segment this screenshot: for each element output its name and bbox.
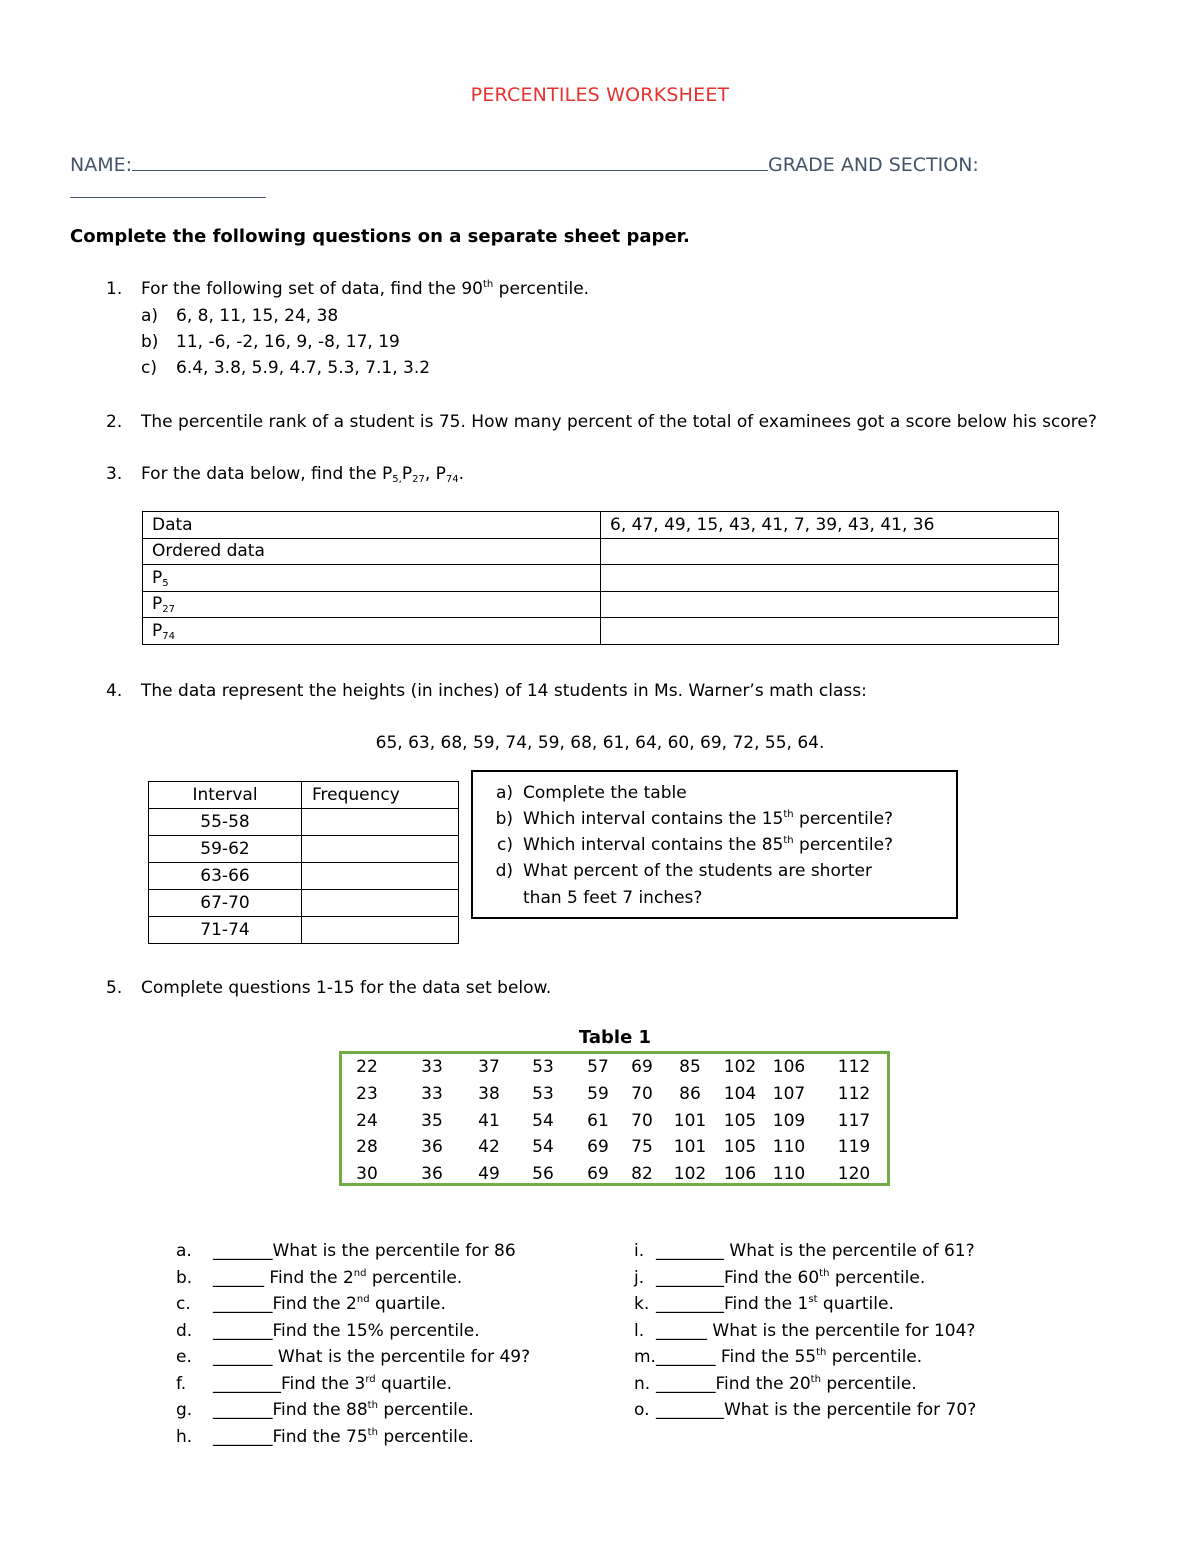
- q5-item-label: n.: [634, 1373, 651, 1394]
- table1-cell: 117: [837, 1111, 871, 1131]
- q5-item: _______Find the 88th percentile.: [213, 1400, 474, 1420]
- answer-blank[interactable]: ______: [656, 1320, 713, 1341]
- q5-item-label: b.: [176, 1267, 193, 1288]
- q1-text: For the following set of data, find the 90th percentile.: [141, 279, 590, 299]
- q4-subquestions-box: [471, 770, 958, 919]
- answer-cell[interactable]: [601, 618, 1059, 645]
- table1-cell: 112: [837, 1084, 871, 1104]
- page-title: PERCENTILES WORKSHEET: [470, 84, 730, 106]
- q5-item-label: o.: [634, 1400, 650, 1420]
- q5-item: ______ What is the percentile for 104?: [656, 1320, 976, 1341]
- q5-item-label: e.: [176, 1347, 192, 1367]
- answer-blank[interactable]: ________: [656, 1400, 724, 1420]
- table1-cell: 101: [673, 1137, 707, 1157]
- q1-item: c) 6.4, 3.8, 5.9, 4.7, 5.3, 7.1, 3.2: [141, 358, 431, 378]
- table-header-row: [149, 782, 459, 809]
- table1-cell: 70: [631, 1084, 653, 1104]
- q2-number: 2.: [106, 412, 123, 432]
- table-row: [149, 890, 459, 917]
- q5-text: Complete questions 1-15 for the data set below.: [141, 978, 552, 998]
- table1-cell: 106: [772, 1057, 806, 1077]
- grade-section-field[interactable]: [70, 197, 266, 198]
- q5-number: 5.: [106, 978, 123, 998]
- q5-item-label: g.: [176, 1400, 193, 1420]
- table1-cell: 69: [587, 1137, 609, 1157]
- q3-number: 3.: [106, 464, 123, 484]
- table1-cell: 33: [421, 1084, 443, 1104]
- answer-blank[interactable]: _______: [213, 1426, 273, 1447]
- data-label-cell: Data: [143, 512, 601, 539]
- q5-item: _______Find the 20th percentile.: [656, 1373, 917, 1394]
- q5-item: ________Find the 1st quartile.: [656, 1294, 894, 1314]
- table1-cell: 42: [478, 1137, 500, 1157]
- table-row: [149, 809, 459, 836]
- table1-cell: 59: [587, 1084, 609, 1104]
- q5-item-label: c.: [176, 1294, 191, 1314]
- frequency-header: Frequency: [302, 782, 459, 809]
- q5-item-label: f.: [176, 1373, 187, 1394]
- q5-item-label: m.: [634, 1347, 656, 1367]
- table1-cell: 53: [532, 1057, 554, 1077]
- frequency-cell[interactable]: [302, 836, 459, 863]
- q5-item: ________Find the 60th percentile.: [656, 1267, 926, 1288]
- q1-number: 1.: [106, 279, 123, 299]
- q5-item-label: h.: [176, 1426, 193, 1447]
- table1-cell: 102: [673, 1164, 707, 1184]
- q5-item: _______ Find the 55th percentile.: [656, 1347, 923, 1367]
- table1-title: Table 1: [578, 1027, 652, 1048]
- q4-number: 4.: [106, 681, 123, 701]
- table1-cell: 41: [478, 1111, 500, 1131]
- q5-item-label: d.: [176, 1320, 193, 1341]
- q1-item: a) 6, 8, 11, 15, 24, 38: [141, 306, 339, 326]
- table1-cell: 24: [356, 1111, 378, 1131]
- interval-cell: 63-66: [149, 863, 302, 890]
- table1-cell: 53: [532, 1084, 554, 1104]
- table1-cell: 102: [723, 1057, 757, 1077]
- table1-cell: 30: [356, 1164, 378, 1184]
- table1-cell: 35: [421, 1111, 443, 1131]
- q5-item: ________Find the 3rd quartile.: [213, 1373, 453, 1394]
- frequency-cell[interactable]: [302, 863, 459, 890]
- table1-cell: 23: [356, 1084, 378, 1104]
- q5-item-label: a.: [176, 1241, 192, 1261]
- answer-blank[interactable]: ________: [656, 1241, 730, 1261]
- interval-cell: 55-58: [149, 809, 302, 836]
- table-row: [149, 917, 459, 944]
- answer-blank[interactable]: ________: [656, 1267, 724, 1288]
- table1-grid: [339, 1051, 890, 1186]
- answer-cell[interactable]: [601, 538, 1059, 565]
- table1-cell: 120: [837, 1164, 871, 1184]
- frequency-cell[interactable]: [302, 890, 459, 917]
- q4-text: The data represent the heights (in inches) of 14 students in Ms. Warner’s math class:: [141, 681, 867, 701]
- table-row: [143, 565, 1059, 592]
- interval-cell: 67-70: [149, 890, 302, 917]
- table1-cell: 110: [772, 1137, 806, 1157]
- answer-blank[interactable]: _______: [213, 1347, 278, 1367]
- table1-cell: 37: [478, 1057, 500, 1077]
- table1-cell: 49: [478, 1164, 500, 1184]
- table1-cell: 69: [631, 1057, 653, 1077]
- p5-label-cell: $P_5$: [143, 565, 601, 592]
- answer-blank[interactable]: _______: [656, 1347, 721, 1367]
- answer-cell[interactable]: [601, 591, 1059, 618]
- interval-cell: 59-62: [149, 836, 302, 863]
- q4-sub-d-cont: than 5 feet 7 inches?: [523, 888, 703, 908]
- table1-cell: 105: [723, 1111, 757, 1131]
- answer-blank[interactable]: _______: [213, 1294, 273, 1314]
- q5-item: ________ What is the percentile of 61?: [656, 1241, 975, 1261]
- q5-item-label: j.: [634, 1267, 645, 1288]
- table1-cell: 106: [723, 1164, 757, 1184]
- q5-item: _______ What is the percentile for 49?: [213, 1347, 531, 1367]
- interval-header: Interval: [149, 782, 302, 809]
- q4-sub-b: b) Which interval contains the 15th percentile?: [495, 809, 894, 829]
- table1-cell: 61: [587, 1111, 609, 1131]
- table-row: [149, 836, 459, 863]
- answer-blank[interactable]: _______: [656, 1373, 716, 1394]
- table1-cell: 112: [837, 1057, 871, 1077]
- table1-cell: 56: [532, 1164, 554, 1184]
- q4-sub-d: d) What percent of the students are shorter: [495, 861, 872, 881]
- frequency-cell[interactable]: [302, 917, 459, 944]
- p27-label-cell: $P_{27}$: [143, 591, 601, 618]
- table1-cell: 36: [421, 1164, 443, 1184]
- p74-label-cell: $P_{74}$: [143, 618, 601, 645]
- grade-section-label: GRADE AND SECTION:: [768, 154, 979, 176]
- table1-cell: 57: [587, 1057, 609, 1077]
- q5-item: ______ Find the 2nd percentile.: [213, 1267, 463, 1288]
- q5-item-label: i.: [634, 1241, 645, 1261]
- q2-text: The percentile rank of a student is 75. How many percent of the total of examinees got a score below his score?: [141, 412, 1097, 432]
- q5-item: _______What is the percentile for 86: [213, 1241, 516, 1261]
- table1-cell: 104: [723, 1084, 757, 1104]
- table1-cell: 70: [631, 1111, 653, 1131]
- q5-item-label: k.: [634, 1294, 650, 1314]
- table1-cell: 109: [772, 1111, 806, 1131]
- answer-blank[interactable]: ________: [213, 1373, 281, 1394]
- table1-cell: 22: [356, 1057, 378, 1077]
- table-row: [143, 538, 1059, 565]
- answer-blank[interactable]: _______: [213, 1400, 273, 1420]
- answer-blank[interactable]: _______: [213, 1320, 273, 1341]
- table1-cell: 28: [356, 1137, 378, 1157]
- q4-sub-c: c) Which interval contains the 85th percentile?: [497, 835, 894, 855]
- answer-blank[interactable]: _______: [213, 1241, 273, 1261]
- table1-cell: 38: [478, 1084, 500, 1104]
- table1-cell: 86: [679, 1084, 701, 1104]
- table-row: [143, 512, 1059, 539]
- frequency-table: [148, 781, 459, 944]
- answer-blank[interactable]: ________: [656, 1294, 724, 1314]
- instructions: Complete the following questions on a separate sheet paper.: [70, 226, 690, 247]
- q4-data: 65, 63, 68, 59, 74, 59, 68, 61, 64, 60, 69, 72, 55, 64.: [375, 733, 825, 753]
- table1-cell: 110: [772, 1164, 806, 1184]
- table1-cell: 54: [532, 1111, 554, 1131]
- table1-cell: 119: [837, 1137, 871, 1157]
- table1-cell: 105: [723, 1137, 757, 1157]
- table1-cell: 69: [587, 1164, 609, 1184]
- q1-item: b) 11, -6, -2, 16, 9, -8, 17, 19: [141, 332, 400, 352]
- interval-cell: 71-74: [149, 917, 302, 944]
- table-row: [149, 863, 459, 890]
- table-row: [143, 618, 1059, 645]
- table1-cell: 85: [679, 1057, 701, 1077]
- q5-item: _______Find the 2nd quartile.: [213, 1294, 446, 1314]
- q5-item: _______Find the 75th percentile.: [213, 1426, 474, 1447]
- table1-cell: 101: [673, 1111, 707, 1131]
- name-label: NAME:: [70, 154, 133, 176]
- table1-cell: 36: [421, 1137, 443, 1157]
- answer-cell[interactable]: [601, 565, 1059, 592]
- q4-sub-a: a) Complete the table: [495, 783, 687, 803]
- q3-text: For the data below, find the $P_{5,}P_{27}$, $P_{74}$.: [141, 464, 465, 485]
- table1-cell: 75: [631, 1137, 653, 1157]
- table1-cell: 82: [631, 1164, 653, 1184]
- q5-item-label: l.: [634, 1320, 645, 1341]
- answer-blank[interactable]: ______: [213, 1267, 270, 1288]
- q5-item: _______Find the 15% percentile.: [213, 1320, 480, 1341]
- data-value-cell: 6, 47, 49, 15, 43, 41, 7, 39, 43, 41, 36: [601, 512, 1059, 539]
- name-grade-row: [70, 152, 979, 176]
- q5-item: ________What is the percentile for 70?: [656, 1400, 977, 1420]
- table1-cell: 33: [421, 1057, 443, 1077]
- table1-cell: 107: [772, 1084, 806, 1104]
- frequency-cell[interactable]: [302, 809, 459, 836]
- table1-cell: 54: [532, 1137, 554, 1157]
- table-row: [143, 591, 1059, 618]
- name-field[interactable]: [132, 152, 768, 171]
- ordered-data-label-cell: Ordered data: [143, 538, 601, 565]
- q3-table: [142, 511, 1059, 645]
